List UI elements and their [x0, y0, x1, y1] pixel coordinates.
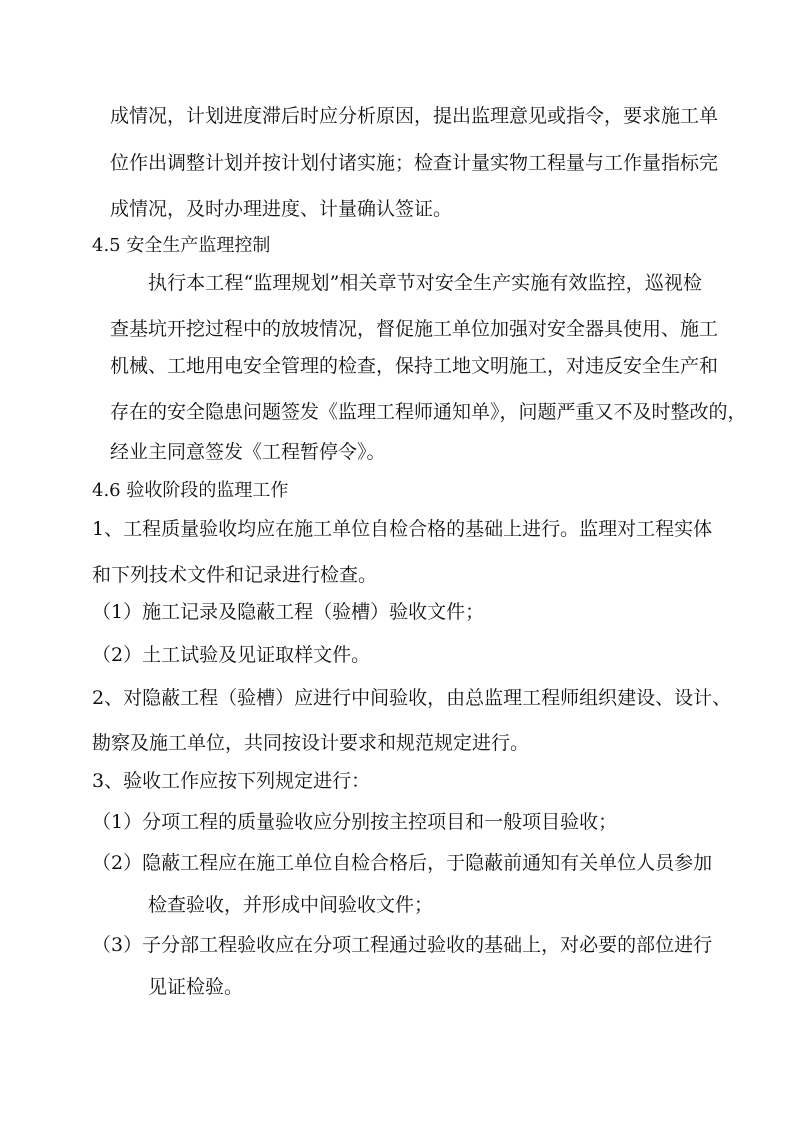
paragraph-line: 成情况，计划进度滞后时应分析原因，提出监理意见或指令，要求施工单: [110, 105, 719, 127]
list-item: 见证检验。: [148, 976, 244, 998]
list-item: 1、工程质量验收均应在施工单位自检合格的基础上进行。监理对工程实体: [92, 518, 713, 540]
paragraph-line: 存在的安全隐患问题签发《监理工程师通知单》，问题严重又不及时整改的，: [110, 401, 747, 423]
list-item: （2）土工试验及见证取样文件。: [92, 644, 371, 666]
list-item: 和下列技术文件和记录进行检查。: [92, 564, 378, 586]
list-item: （3）子分部工程验收应在分项工程通过验收的基础上，对必要的部位进行: [92, 934, 713, 956]
list-item: 3、验收工作应按下列规定进行：: [92, 770, 371, 792]
list-item: （2）隐蔽工程应在施工单位自检合格后，于隐蔽前通知有关单位人员参加: [92, 852, 713, 874]
paragraph-line: 成情况，及时办理进度、计量确认签证。: [110, 198, 453, 220]
section-heading-4-5: 4.5 安全生产监理控制: [92, 235, 271, 256]
list-item: 检查验收，并形成中间验收文件；: [148, 894, 434, 916]
paragraph-line: 机械、工地用电安全管理的检查，保持工地文明施工，对违反安全生产和: [110, 355, 719, 377]
paragraph-line: 查基坑开挖过程中的放坡情况，督促施工单位加强对安全器具使用、施工: [110, 318, 719, 340]
section-heading-4-6: 4.6 验收阶段的监理工作: [92, 480, 289, 501]
paragraph-line: 执行本工程“监理规划”相关章节对安全生产实施有效监控，巡视检: [148, 272, 702, 294]
paragraph-line: 位作出调整计划并按计划付诸实施；检查计量实物工程量与工作量指标完: [110, 152, 719, 174]
list-item: 勘察及施工单位，共同按设计要求和规范规定进行。: [92, 732, 530, 754]
paragraph-line: 经业主同意签发《工程暂停令》。: [110, 441, 386, 463]
list-item: （1）施工记录及隐蔽工程（验槽）验收文件；: [92, 601, 485, 623]
list-item: 2、对隐蔽工程（验槽）应进行中间验收，由总监理工程师组织建设、设计、: [92, 687, 732, 709]
list-item: （1）分项工程的质量验收应分别按主控项目和一般项目验收；: [92, 811, 618, 833]
